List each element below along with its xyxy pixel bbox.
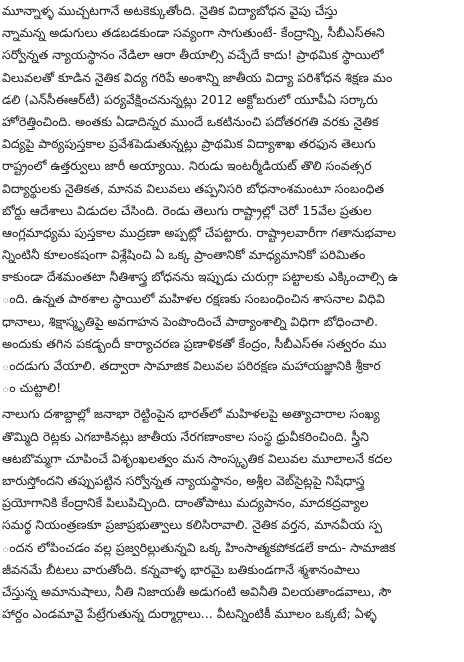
text-line: సర్వోన్నత న్యాయస్థానం నేడిలా ఆరా తీయాల్సి వచ్చేదే కాదు! ప్రాథమిక స్థాయిలో bbox=[2, 47, 384, 63]
text-line: తొమ్మిది రెట్లకు ఎగబాకినట్లు జాతీయ నేరగణాంకాల సంస్థ ధ్రువీకరించింది. స్త్రీని bbox=[2, 428, 369, 444]
text-line: ం చుట్టాలి! bbox=[2, 380, 62, 396]
text-line: విలువలతో కూడిన నైతిక విద్య గరిపే అంశాన్ని జాతీయ విద్యా పరిశోధన శిక్షణ మం bbox=[2, 69, 393, 85]
text-line: రాష్ట్రంలో ఉత్తర్వులు జారీ అయ్యాయి. నిరుడు ఇంటర్మీడియట్‌ తొలి సంవత్సర bbox=[2, 158, 372, 174]
text-line: ంది. ఉన్నత పాఠశాల స్థాయిలో మహిళల రక్షణకు సంబంధించిన శాసనాల విధివి bbox=[2, 291, 385, 307]
text-line: అందుకు తగిన పకడ్బందీ కార్యాచరణ ప్రణాళికతో కేంద్రం, సీబీఎస్‌ఈ సత్వరం ము bbox=[2, 335, 387, 351]
text-line: జీవనమే బీటలు వారుతోంది. కన్నవాళ్ళ భారమై బతికుండగానే శ్మశానంపాలు bbox=[2, 561, 360, 577]
article-body bbox=[2, 0, 462, 625]
text-line: బోర్డు ఆదేశాలు విడుదల చేసింది. రెండు తెలుగు రాష్ట్రాల్లో చెరో 15వేల ప్రతుల bbox=[2, 202, 372, 218]
article-paragraph bbox=[2, 403, 462, 625]
text-line: మూన్నాళ్ళ ముచ్చటగానే అటకెక్కుతోంది. నైతిక విద్యాబోధన వైపు చేస్తు bbox=[2, 3, 338, 18]
text-line: నాలుగు దశాబ్దాల్లో జనాభా రెట్టింపైన భారత్‌లో మహిళలపై అత్యాచారాల సంఖ్య bbox=[2, 406, 380, 422]
text-line: ప్రయోగానికి కేంద్రానికే పిలుపిచ్చింది. దాంతోపాటు మద్యపానం, మాదకద్రవ్యాల bbox=[2, 495, 369, 511]
text-line: ఆటబొమ్మగా చూపించే విశృంఖలత్వం మన సాంస్కృతిక విలువల మూలాలనే కదల bbox=[2, 450, 393, 466]
text-line: న్నామన్న అడుగులు తడబడకుండా సవ్యంగా సాగుతుంటే- కేంద్రాన్ని, సీబీఎస్‌ఈని bbox=[2, 25, 385, 41]
text-line: విద్యపై పాఠ్యపుస్తకాల ప్రవేశపెడుతున్నట్లు ప్రాథమిక విద్యాశాఖ తరఫున తెలుగు bbox=[2, 136, 376, 152]
text-line: విద్యార్థులకు నైతికత, మానవ విలువలు తప్పనిసరి బోధనాంశమంటూ సంబంధిత bbox=[2, 180, 385, 196]
text-line: ధానాలు, శిక్షాస్మృతిపై అవగాహన పెంపొందించే పాఠ్యాంశాల్ని విధిగా బోధించాలి. bbox=[2, 313, 378, 329]
text-line: హార్దం ఎండమావై పేట్రేగుతున్న దుర్మార్గాలు... వీటన్నింటికీ మూలం ఒక్కటే; ఏళ్ళ bbox=[2, 606, 377, 622]
text-line: డలి (ఎన్‌సీఈఆర్‌టీ) పర్యవేక్షించనున్నట్లు 2012 అక్టోబరులో యూపీఏ సర్కారు bbox=[2, 91, 378, 107]
text-line: బారుస్తోందని తప్పుపట్టిన సర్వోన్నత న్యాయస్థానం, అశ్లీల వెబ్‌సైట్లపై నిషేధాస్త్ర bbox=[2, 472, 365, 488]
article-paragraph bbox=[2, 0, 462, 399]
text-line: హోరెత్తించింది. అంతకు ఏడాదిన్నర ముందే ఒకటినుంచి పదోతరగతి వరకు నైతిక bbox=[2, 113, 379, 129]
text-line: చేస్తున్న అమానుషాలు, నీతి నిజాయతీ అడుగంటి అవినీతి విలయతాండవాలు, సౌ bbox=[2, 583, 392, 599]
text-line: ందన లోపించడం వల్ల ప్రజ్వరిల్లుతున్నవి ఒక్క హింసాత్మకపోకడలే కాదు- సామాజిక bbox=[2, 539, 396, 555]
text-line: ందడుగు వేయాలి. తద్వారా సామాజిక విలువల పరిరక్షణ మహాయజ్ఞానికి శ్రీకార bbox=[2, 358, 381, 373]
text-line: న్నింటినీ కూలంకషంగా విశ్లేషించి ఏ ఒక్క ప్రాంతానికో మాధ్యమానికో పరిమితం bbox=[2, 247, 366, 263]
text-line: సమర్థ నియంత్రణకూ ప్రజాప్రభుత్వాలు కలిసిరావాలి. నైతిక వర్తన, మానవీయ స్ప bbox=[2, 517, 383, 533]
text-line: కాకుండా దేశమంతటా నీతిశాస్త్ర బోధనను ఇప్పుడు చురుగ్గా పట్టాలకు ఎక్కించాల్సి ఉ bbox=[2, 269, 398, 285]
text-line: ఆంగ్లమాధ్యమ పుస్తకాల ముద్రణా అప్పట్లో చేపట్టారు. రాష్ట్రాలవారీగా గతానుభవాల bbox=[2, 224, 397, 240]
